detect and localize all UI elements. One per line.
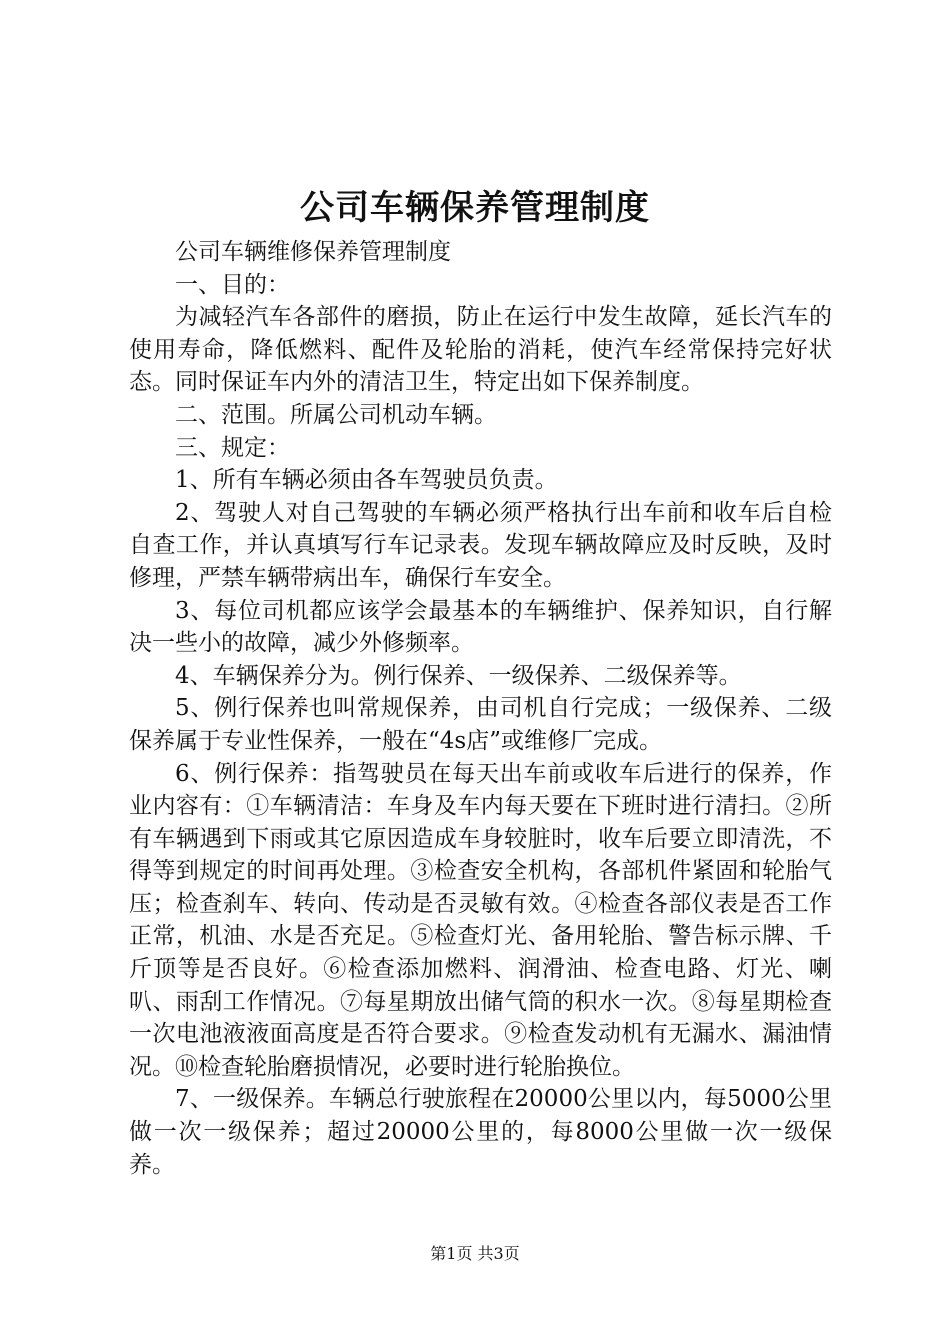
paragraph-scope: 二、范围。所属公司机动车辆。	[175, 401, 497, 428]
paragraph-rule-4: 4、车辆保养分为。例行保养、一级保养、二级保养等。	[175, 662, 742, 689]
paragraph-rule-2: 2、驾驶人对自己驾驶的车辆必须严格执行出车前和收车后自检自查工作，并认真填写行车记录表。发现车辆故障应及时反映，及时修理，严禁车辆带病出车，确保行车安全。	[129, 499, 832, 591]
paragraph-rule-7: 7、一级保养。车辆总行驶旅程在20000公里以内，每5000公里做一次一级保养；超过20000公里的，每8000公里做一次一级保养。	[129, 1086, 832, 1178]
paragraph-rule-5: 5、例行保养也叫常规保养，由司机自行完成；一级保养、二级保养属于专业性保养，一般在“4s店”或维修厂完成。	[129, 695, 832, 754]
document-body	[129, 236, 832, 1181]
paragraph-purpose: 为减轻汽车各部件的磨损，防止在运行中发生故障，延长汽车的使用寿命，降低燃料、配件及轮胎的消耗，使汽车经常保持完好状态。同时保证车内外的清洁卫生，特定出如下保养制度。	[129, 304, 832, 396]
page-number: 第1页 共3页	[430, 1244, 520, 1263]
paragraph-rule-1: 1、所有车辆必须由各车驾驶员负责。	[175, 467, 558, 494]
paragraph-rules-heading: 三、规定：	[175, 434, 290, 461]
paragraph-rule-6: 6、例行保养：指驾驶员在每天出车前或收车后进行的保养，作业内容有：①车辆清洁：车身及车内每天要在下班时进行清扫。②所有车辆遇到下雨或其它原因造成车身较脏时，收车后要立即清洗，不得等到规定的时间再处理。③检查安全机构，各部机件紧固和轮胎气压；检查刹车、转向、传动是否灵敏有效。④检查各部仪表是否工作正常，机油、水是否充足。⑤检查灯光、备用轮胎、警告标示牌、千斤顶等是否良好。⑥检查添加燃料、润滑油、检查电路、灯光、喇叭、雨刮工作情况。⑦每星期放出储气筒的积水一次。⑧每星期检查一次电池液液面高度是否符合要求。⑨检查发动机有无漏水、漏油情况。⑩检查轮胎磨损情况，必要时进行轮胎换位。	[129, 760, 832, 1080]
paragraph-subtitle: 公司车辆维修保养管理制度	[175, 239, 451, 265]
document-title: 公司车辆保养管理制度	[300, 188, 650, 228]
paragraph-purpose-heading: 一、目的：	[175, 271, 290, 298]
paragraph-rule-3: 3、每位司机都应该学会最基本的车辆维护、保养知识，自行解决一些小的故障，减少外修频率。	[129, 597, 832, 657]
